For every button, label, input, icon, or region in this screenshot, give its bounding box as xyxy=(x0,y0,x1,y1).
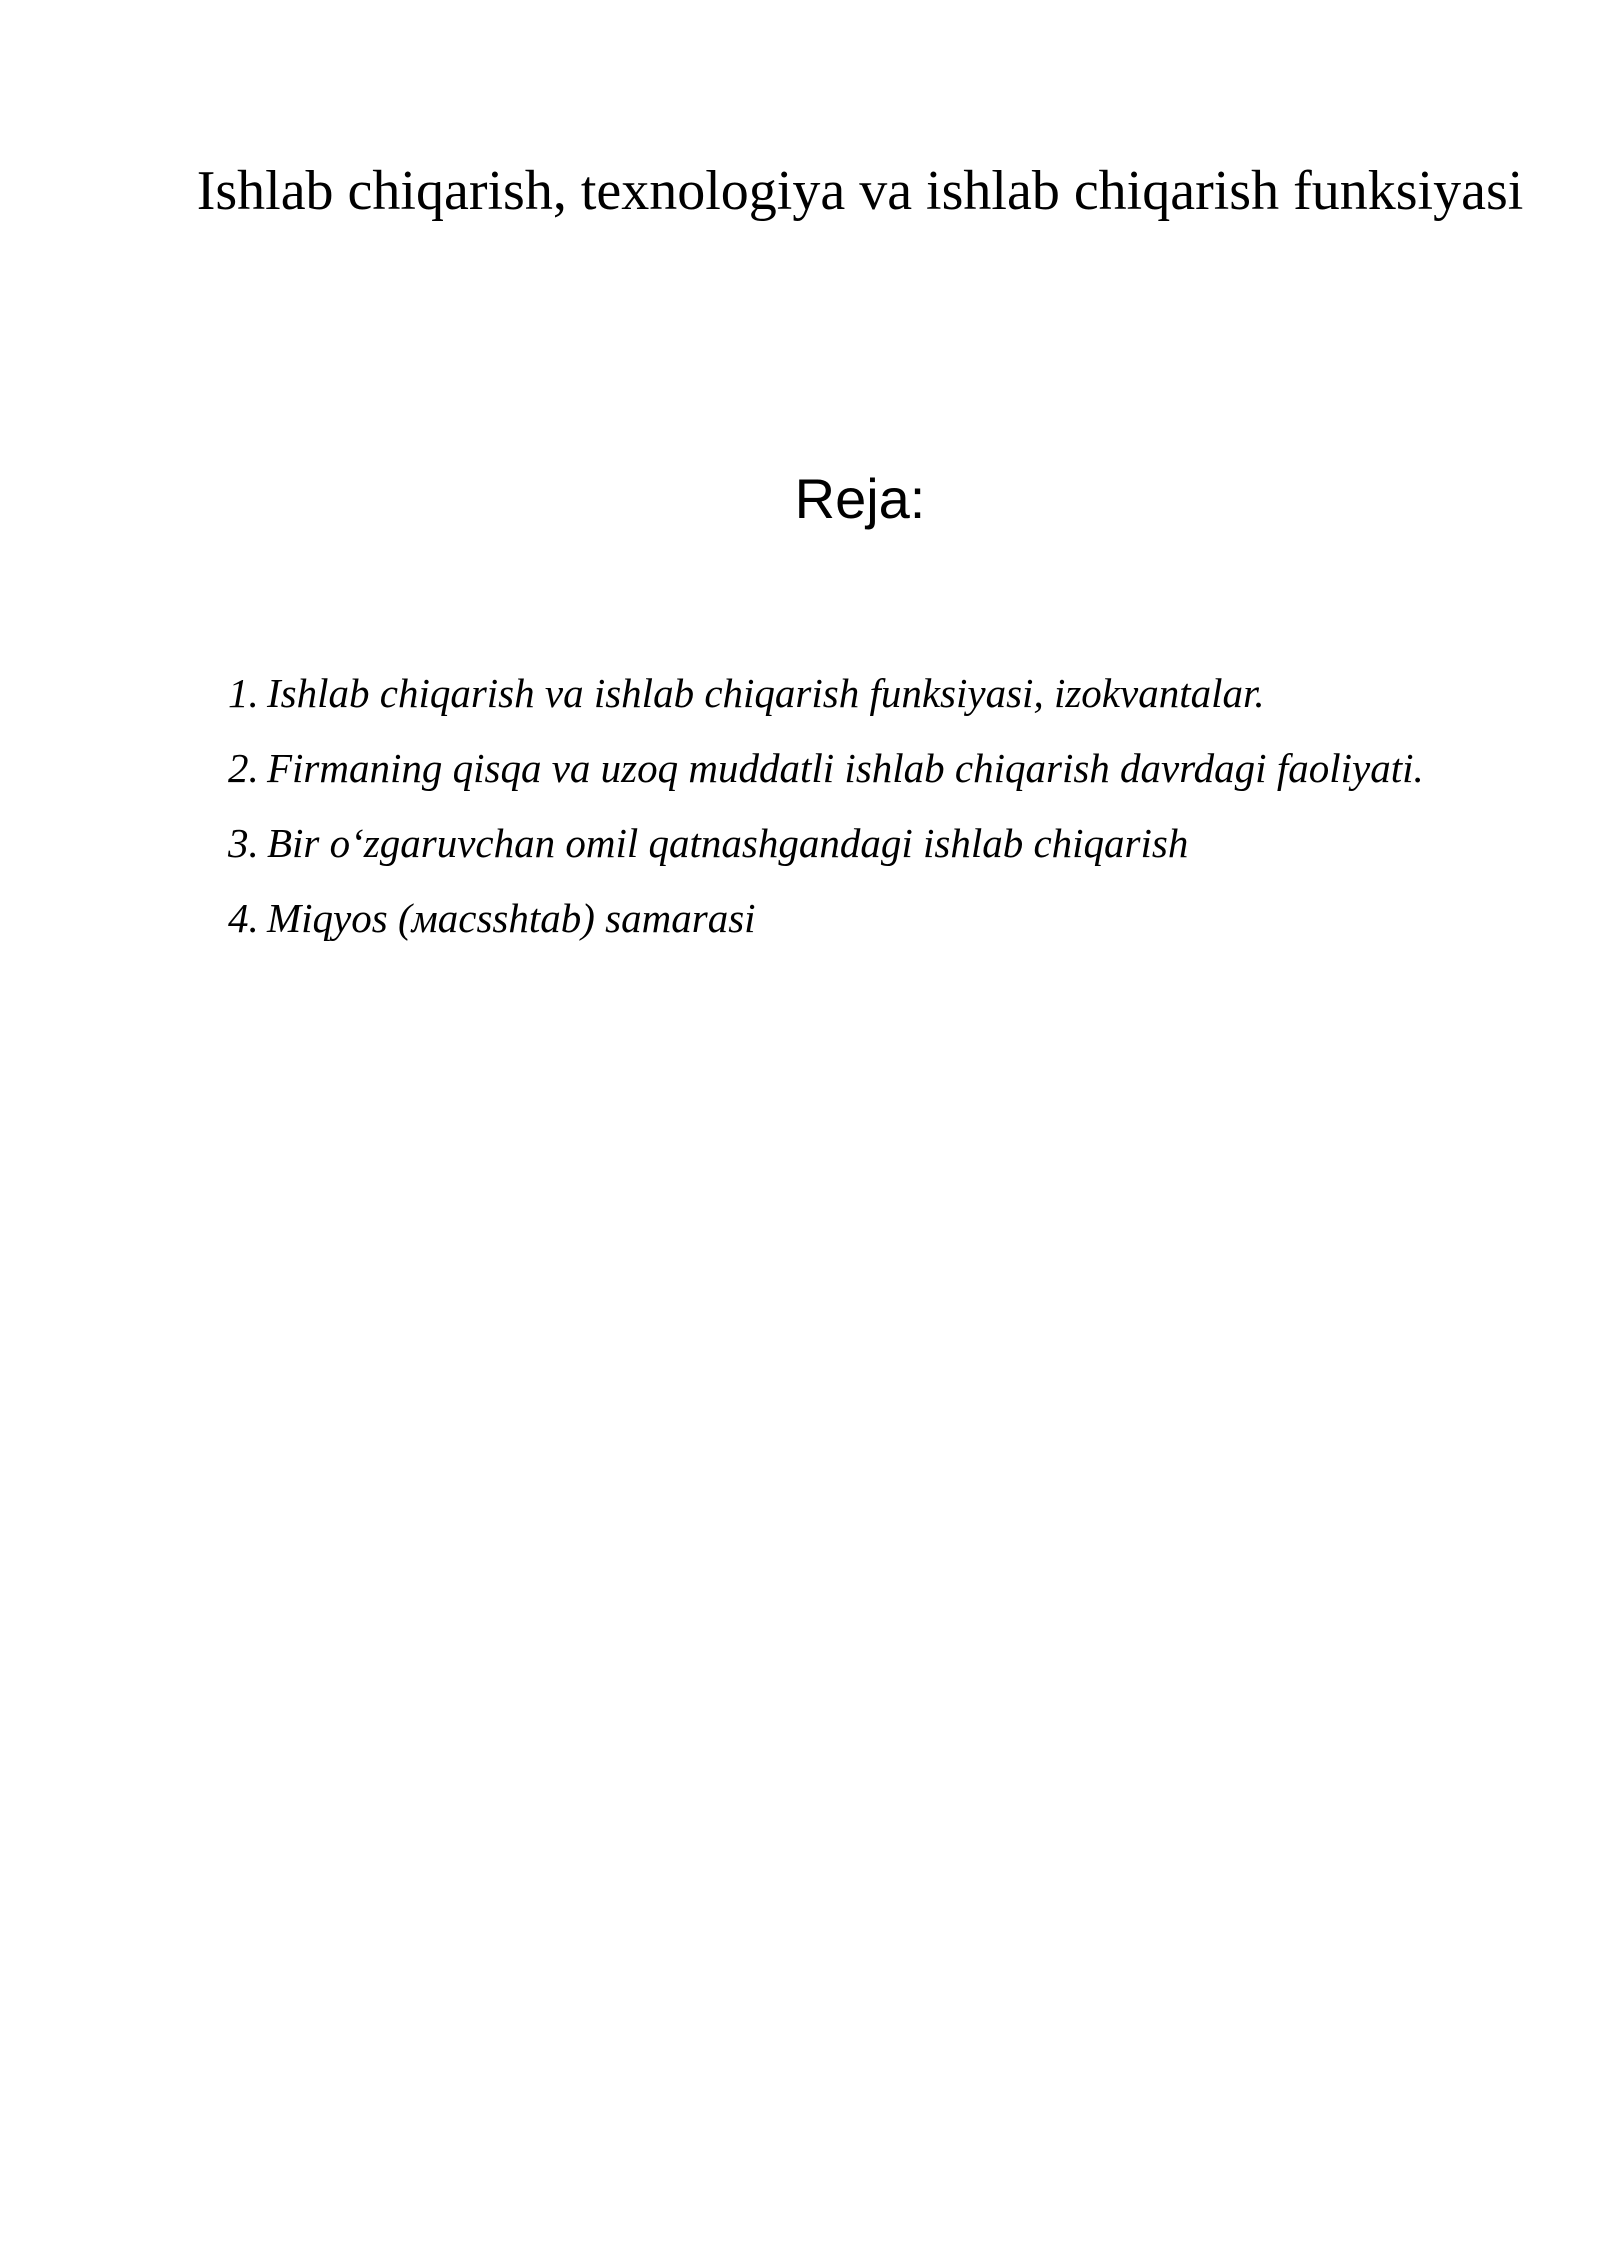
plan-item-number: 1. xyxy=(228,669,259,716)
plan-item-text: Firmaning qisqa va uzoq muddatli ishlab chiqarish davrdagi faoliyati. xyxy=(267,744,1424,791)
plan-item xyxy=(228,805,1558,880)
plan-item-text: Ishlab chiqarish va ishlab chiqarish funksiyasi, izokvantalar. xyxy=(267,669,1265,716)
plan-item-number: 4. xyxy=(228,894,259,941)
plan-item xyxy=(228,880,1558,955)
plan-item-text: Bir o‘zgaruvchan omil qatnashgandagi ishlab chiqarish xyxy=(267,819,1189,866)
plan-item-number: 2. xyxy=(228,744,259,791)
plan-item-text: Miqyos (масsshtab) samarasi xyxy=(267,894,756,941)
plan-list xyxy=(228,655,1558,955)
plan-heading: Reja: xyxy=(794,467,926,530)
document-title: Ishlab chiqarish, texnologiya va ishlab chiqarish funksiyasi xyxy=(196,160,1524,222)
plan-item-number: 3. xyxy=(228,819,259,866)
plan-item xyxy=(228,730,1558,805)
plan-item xyxy=(228,655,1558,730)
